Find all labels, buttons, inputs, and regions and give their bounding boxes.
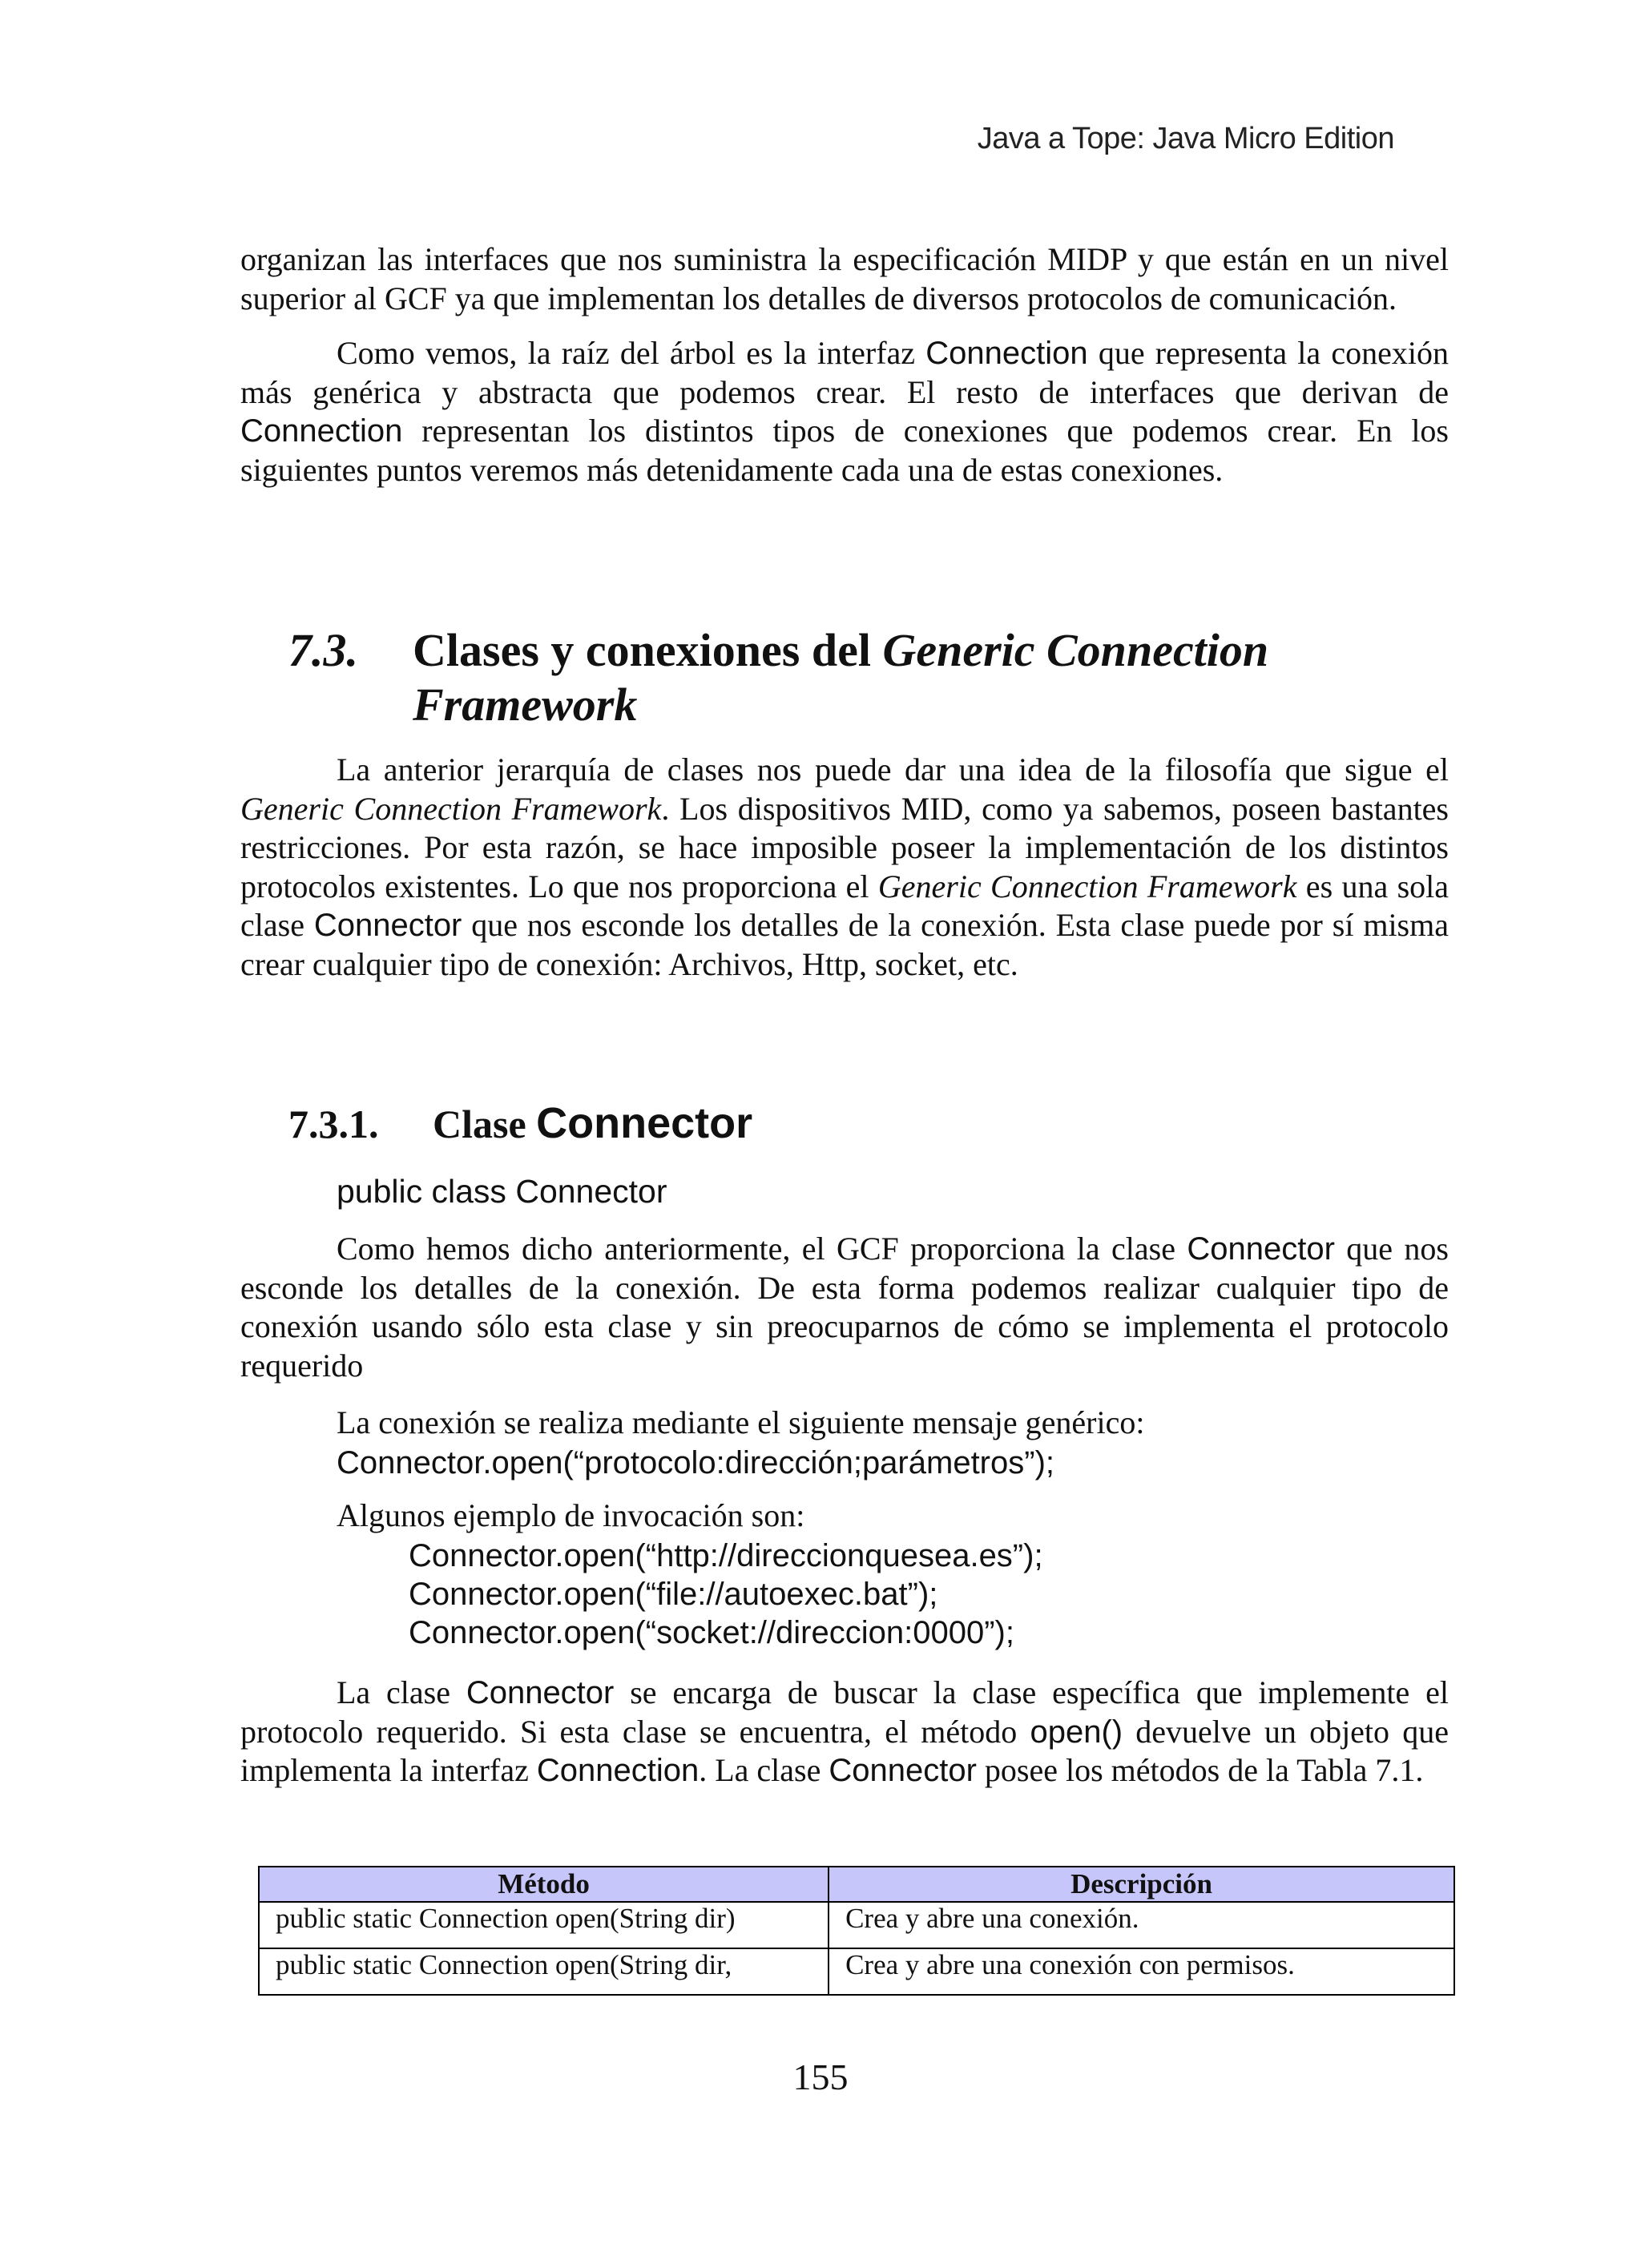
code-connection: Connection: [925, 336, 1088, 371]
table-header-method: Método: [259, 1867, 829, 1902]
intro-paragraph-1: organizan las interfaces que nos suministra la especificación MIDP y que están en un nivel superior al GCF ya que implementan los detalles de diversos protocolos de comunicación.: [240, 241, 1449, 316]
section-number: 7.3.: [288, 624, 358, 676]
examples-intro: Algunos ejemplo de invocación son:: [337, 1497, 805, 1533]
subsection-heading: 7.3.1. Clase Connector: [288, 1099, 753, 1147]
subsection-text-2: [240, 1674, 1449, 1791]
subsection-paragraph-1: Como hemos dicho anteriormente, el GCF proporciona la clase Connector que nos esconde los detalles de la conexión. De esta forma podemos realizar cualquier tipo de conexión usando sólo esta clase y sin preocuparnos de cómo se implementa el protocolo requerido: [240, 1231, 1449, 1384]
section-paragraph: La anterior jerarquía de clases nos puede dar una idea de la filosofía que sigue el Generic Connection Framework. Los dispositivos MID, como ya sabemos, poseen bastantes restricciones. Por esta razón, se hace imposible poseer la implementación de los distintos protocolos existentes. Lo que nos proporciona el Generic Connection Framework es una sola clase Connector que nos esconde los detalles de la conexión. Esta clase puede por sí misma crear cualquier tipo de conexión: Archivos, Http, socket, etc.: [240, 751, 1449, 982]
table-row: [259, 1948, 1454, 1995]
running-header: Java a Tope: Java Micro Edition: [977, 122, 1394, 155]
table-cell-method: public static Connection open(String dir,: [259, 1948, 829, 1995]
table-row: [259, 1902, 1454, 1948]
section-text: [240, 751, 1449, 984]
subsection-number: 7.3.1.: [288, 1102, 379, 1146]
message-intro: La conexión se realiza mediante el siguiente mensaje genérico:: [337, 1404, 1145, 1440]
code-connection: Connection: [240, 413, 403, 449]
methods-table: [258, 1866, 1455, 1996]
example-code-line: Connector.open(“http://direccionquesea.es”);: [409, 1538, 1043, 1573]
class-signature: public class Connector: [337, 1173, 667, 1210]
intro-text: [240, 240, 1449, 489]
example-code-line: Connector.open(“file://autoexec.bat”);: [409, 1577, 938, 1612]
table-header-description: Descripción: [829, 1867, 1454, 1902]
table-cell-description: Crea y abre una conexión.: [829, 1902, 1454, 1948]
subsection-text: [240, 1230, 1449, 1385]
section-title: Clases y conexiones del Generic Connection Framework: [413, 624, 1269, 731]
intro-paragraph-2: Como vemos, la raíz del árbol es la interfaz Connection que representa la conexión más genérica y abstracta que podemos crear. El resto de interfaces que derivan de Connection representan los distintos tipos de conexiones que podemos crear. En los siguientes puntos veremos más detenidamente cada una de estas conexiones.: [240, 335, 1449, 488]
table-cell-description: Crea y abre una conexión con permisos.: [829, 1948, 1454, 1995]
page-number: 155: [792, 2057, 849, 2097]
subsection-paragraph-2: La clase Connector se encarga de buscar la clase específica que implemente el protocolo requerido. Si esta clase se encuentra, el método open() devuelve un objeto que implementa la interfaz Connection. La clase Connector posee los métodos de la Tabla 7.1.: [240, 1674, 1449, 1788]
code-connector: Connector: [313, 908, 462, 943]
table-header-row: [259, 1867, 1454, 1902]
generic-message-code: Connector.open(“protocolo:dirección;parámetros”);: [337, 1445, 1054, 1480]
example-code-line: Connector.open(“socket://direccion:0000”);: [409, 1615, 1014, 1650]
table-cell-method: public static Connection open(String dir): [259, 1902, 829, 1948]
